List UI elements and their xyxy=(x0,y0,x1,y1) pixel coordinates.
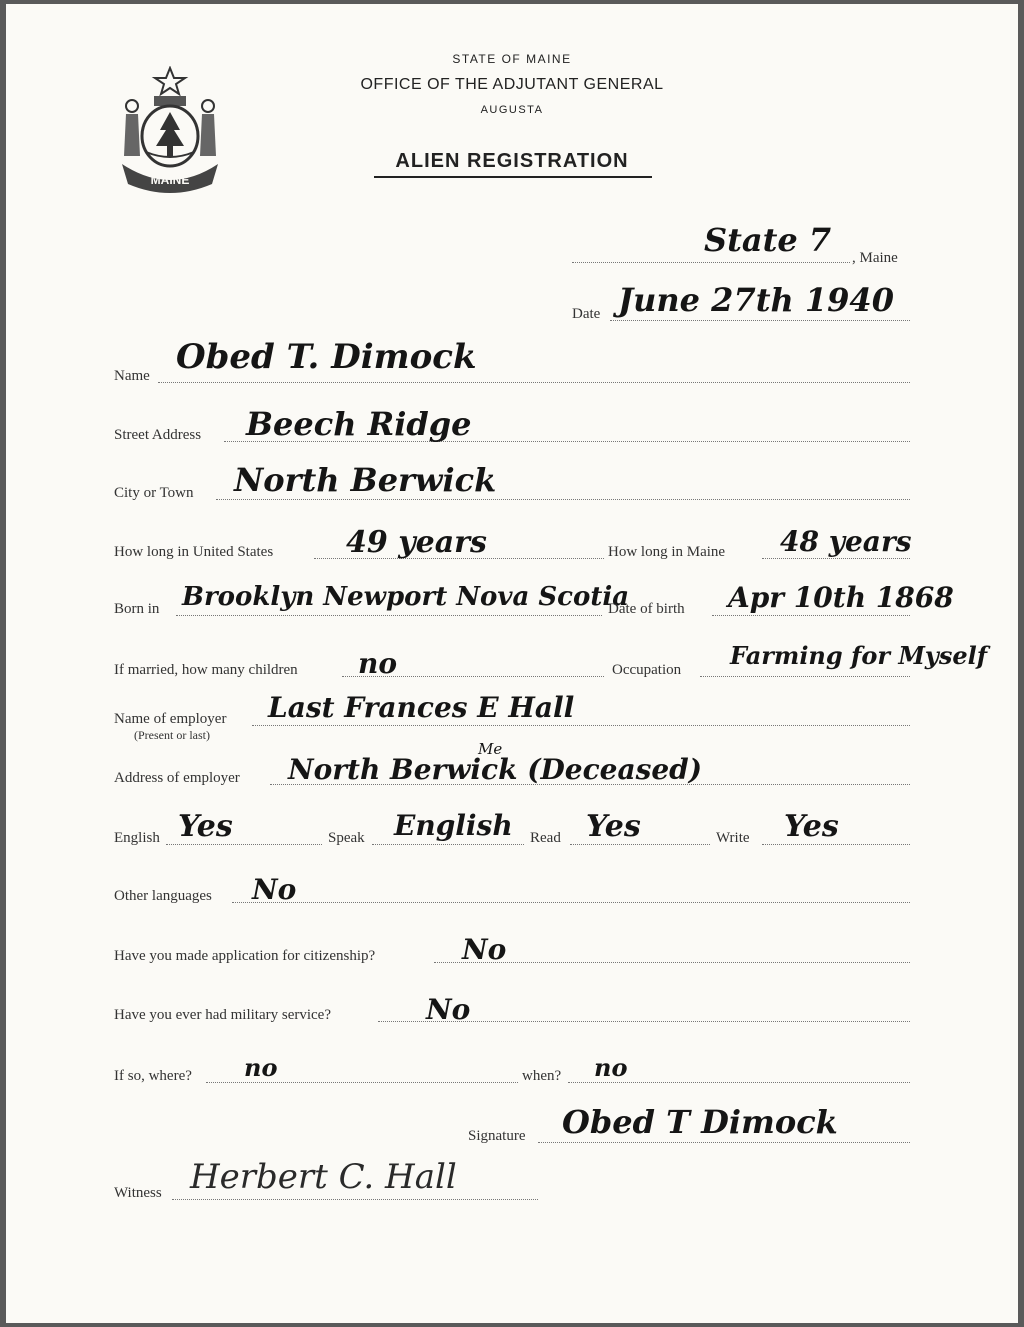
when-value: no xyxy=(594,1053,628,1082)
employer-address-value: North Berwick (Deceased) xyxy=(288,753,702,786)
born-label: Born in xyxy=(114,601,160,617)
place-line xyxy=(572,262,850,263)
registration-form-sheet xyxy=(6,4,1018,1323)
us-duration-value: 49 years xyxy=(346,525,487,560)
where-value: no xyxy=(244,1053,278,1082)
form-title: ALIEN REGISTRATION xyxy=(395,150,629,172)
english-value: Yes xyxy=(178,809,233,844)
military-value: No xyxy=(426,993,471,1026)
signature-label: Signature xyxy=(468,1128,526,1144)
other-languages-label: Other languages xyxy=(114,888,212,904)
read-line xyxy=(570,844,710,845)
employer-label: Name of employer xyxy=(114,711,227,727)
when-line xyxy=(568,1082,910,1083)
citizenship-value: No xyxy=(462,933,507,966)
name-label: Name xyxy=(114,368,150,384)
date-line xyxy=(610,320,910,321)
state-heading: STATE OF MAINE xyxy=(452,52,572,66)
title-underline xyxy=(374,176,652,178)
office-heading: OFFICE OF THE ADJUTANT GENERAL xyxy=(360,76,664,93)
occupation-line xyxy=(700,676,910,677)
english-label: English xyxy=(114,830,160,846)
name-value: Obed T. Dimock xyxy=(176,337,477,377)
read-value: Yes xyxy=(586,809,641,844)
children-label: If married, how many children xyxy=(114,662,298,678)
witness-line xyxy=(172,1199,538,1200)
citizenship-label: Have you made application for citizenship? xyxy=(114,948,376,964)
witness-value: Herbert C. Hall xyxy=(190,1157,457,1197)
witness-label: Witness xyxy=(114,1185,162,1201)
speak-value: English xyxy=(394,809,513,842)
maine-duration-label: How long in Maine xyxy=(608,544,726,560)
us-duration-label: How long in United States xyxy=(114,544,274,560)
write-value: Yes xyxy=(784,809,839,844)
read-label: Read xyxy=(530,830,561,846)
children-value: no xyxy=(358,647,398,680)
maine-duration-value: 48 years xyxy=(780,525,912,558)
date-label: Date xyxy=(572,306,601,322)
when-label: when? xyxy=(522,1068,562,1084)
employer-address-label: Address of employer xyxy=(114,770,240,786)
dob-line xyxy=(712,615,910,616)
where-line xyxy=(206,1082,518,1083)
signature-line xyxy=(538,1142,910,1143)
employer-sublabel: (Present or last) xyxy=(134,728,210,742)
name-line xyxy=(158,382,910,383)
city-line xyxy=(216,499,910,500)
maine-duration-line xyxy=(762,558,910,559)
dob-value: Apr 10th 1868 xyxy=(728,581,954,614)
occupation-label: Occupation xyxy=(612,662,682,678)
born-line xyxy=(176,615,602,616)
employer-line xyxy=(252,725,910,726)
occupation-value: Farming for Myself xyxy=(730,641,988,670)
city-label: City or Town xyxy=(114,485,194,501)
other-languages-value: No xyxy=(252,873,297,906)
where-label: If so, where? xyxy=(114,1068,192,1084)
city-heading: AUGUSTA xyxy=(480,104,544,116)
born-value: Brooklyn Newport Nova Scotia xyxy=(182,582,630,612)
military-label: Have you ever had military service? xyxy=(114,1007,331,1023)
employer-value: Last Frances E Hall xyxy=(268,691,575,724)
city-value: North Berwick xyxy=(234,461,497,499)
street-value: Beech Ridge xyxy=(246,405,472,443)
write-line xyxy=(762,844,910,845)
place-suffix: , Maine xyxy=(852,250,898,266)
svg-text:MAINE: MAINE xyxy=(150,173,190,187)
speak-line xyxy=(372,844,524,845)
signature-value: Obed T Dimock xyxy=(562,1103,838,1141)
write-label: Write xyxy=(716,830,750,846)
dob-label: Date of birth xyxy=(608,601,685,617)
english-line xyxy=(166,844,322,845)
employer-address-superscript: Me xyxy=(478,740,503,758)
date-value: June 27th 1940 xyxy=(618,281,894,319)
street-label: Street Address xyxy=(114,427,202,443)
place-value: State 7 xyxy=(704,221,832,259)
other-languages-line xyxy=(232,902,910,903)
speak-label: Speak xyxy=(328,830,365,846)
